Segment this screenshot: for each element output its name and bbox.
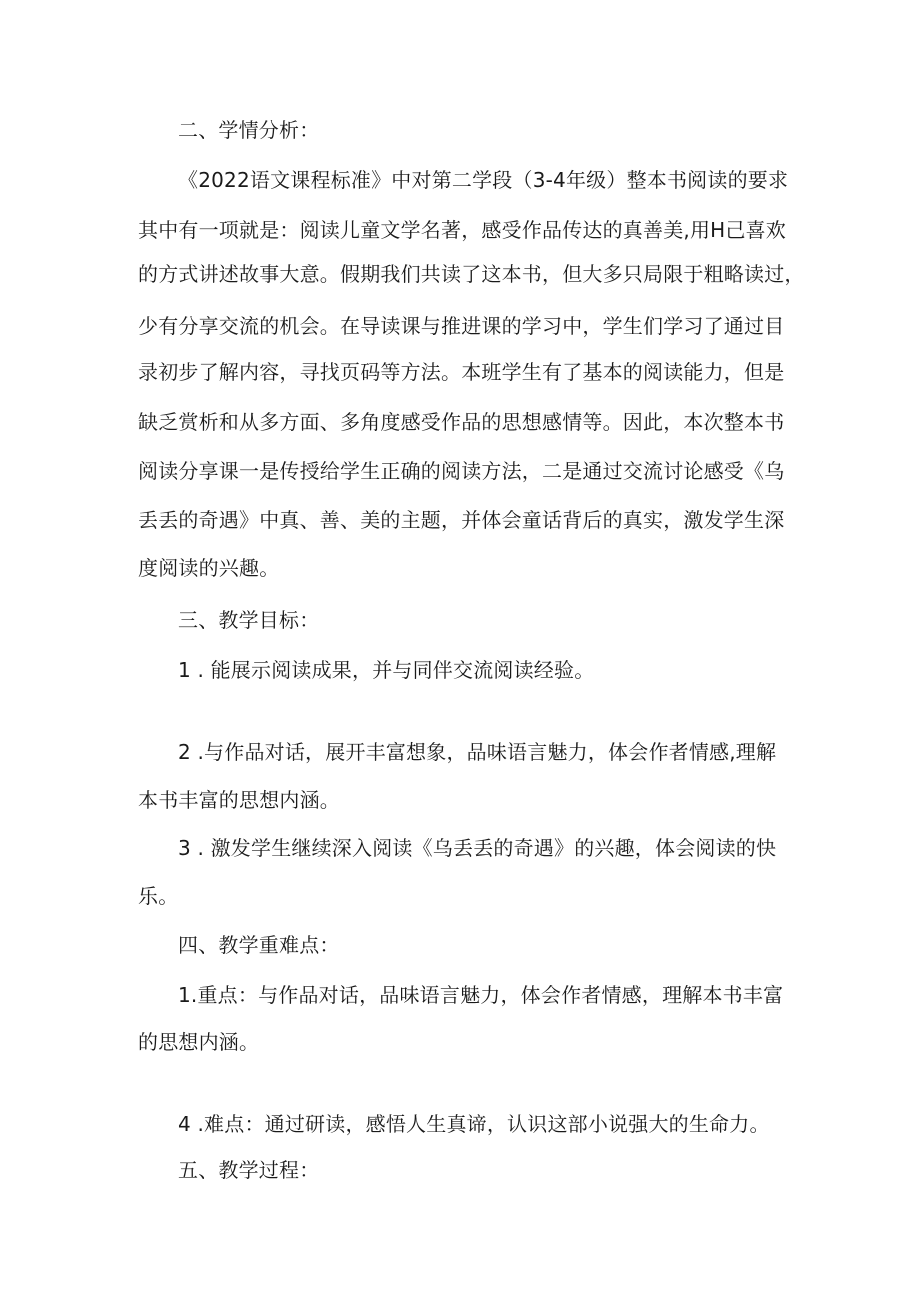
paragraph-line: 《2022语文课程标准》中对第二学段（3-4年级）整本书阅读的要求: [178, 168, 789, 192]
paragraph-line: 阅读分享课一是传授给学生正确的阅读方法，二是通过交流讨论感受《乌: [138, 459, 785, 483]
paragraph-line: 录初步了解内容，寻找页码等方法。本班学生有了基本的阅读能力，但是: [138, 360, 785, 384]
key-point-line: 的思想内涵。: [138, 1030, 260, 1054]
paragraph-line: 少有分享交流的机会。在导读课与推进课的学习中，学生们学习了通过目: [138, 314, 785, 338]
paragraph-line: 缺乏赏析和从多方面、多角度感受作品的思想感情等。因此，本次整本书: [138, 410, 785, 434]
section-heading-learning-analysis: 二、学情分析：: [178, 118, 320, 142]
objective-item-line: 2 .与作品对话，展开丰富想象，品味语言魅力，体会作者情感,理解: [178, 740, 777, 764]
objective-item-line: 乐。: [138, 884, 179, 908]
objective-item-line: 1 . 能展示阅读成果，并与同伴交流阅读经验。: [178, 658, 595, 682]
section-heading-teaching-process: 五、教学过程：: [178, 1158, 320, 1182]
section-heading-teaching-objectives: 三、教学目标：: [178, 608, 320, 632]
paragraph-line: 丢丢的奇遇》中真、善、美的主题，并体会童话背后的真实，激发学生深: [138, 508, 785, 532]
paragraph-line: 的方式讲述故事大意。假期我们共读了这本书，但大多只局限于粗略读过，: [138, 262, 805, 286]
paragraph-line: 度阅读的兴趣。: [138, 556, 280, 580]
difficult-point-line: 4 .难点：通过研读，感悟人生真谛，认识这部小说强大的生命力。: [178, 1112, 770, 1136]
section-heading-key-difficult-points: 四、教学重难点：: [178, 933, 340, 957]
objective-item-line: 本书丰富的思想内涵。: [138, 788, 340, 812]
paragraph-line: 其中有一项就是：阅读儿童文学名著，感受作品传达的真善美,用H己喜欢: [138, 218, 786, 242]
key-point-line: 1.重点：与作品对话，品味语言魅力，体会作者情感，理解本书丰富: [178, 983, 784, 1007]
objective-item-line: 3 . 激发学生继续深入阅读《乌丢丢的奇遇》的兴趣，体会阅读的快: [178, 836, 777, 860]
